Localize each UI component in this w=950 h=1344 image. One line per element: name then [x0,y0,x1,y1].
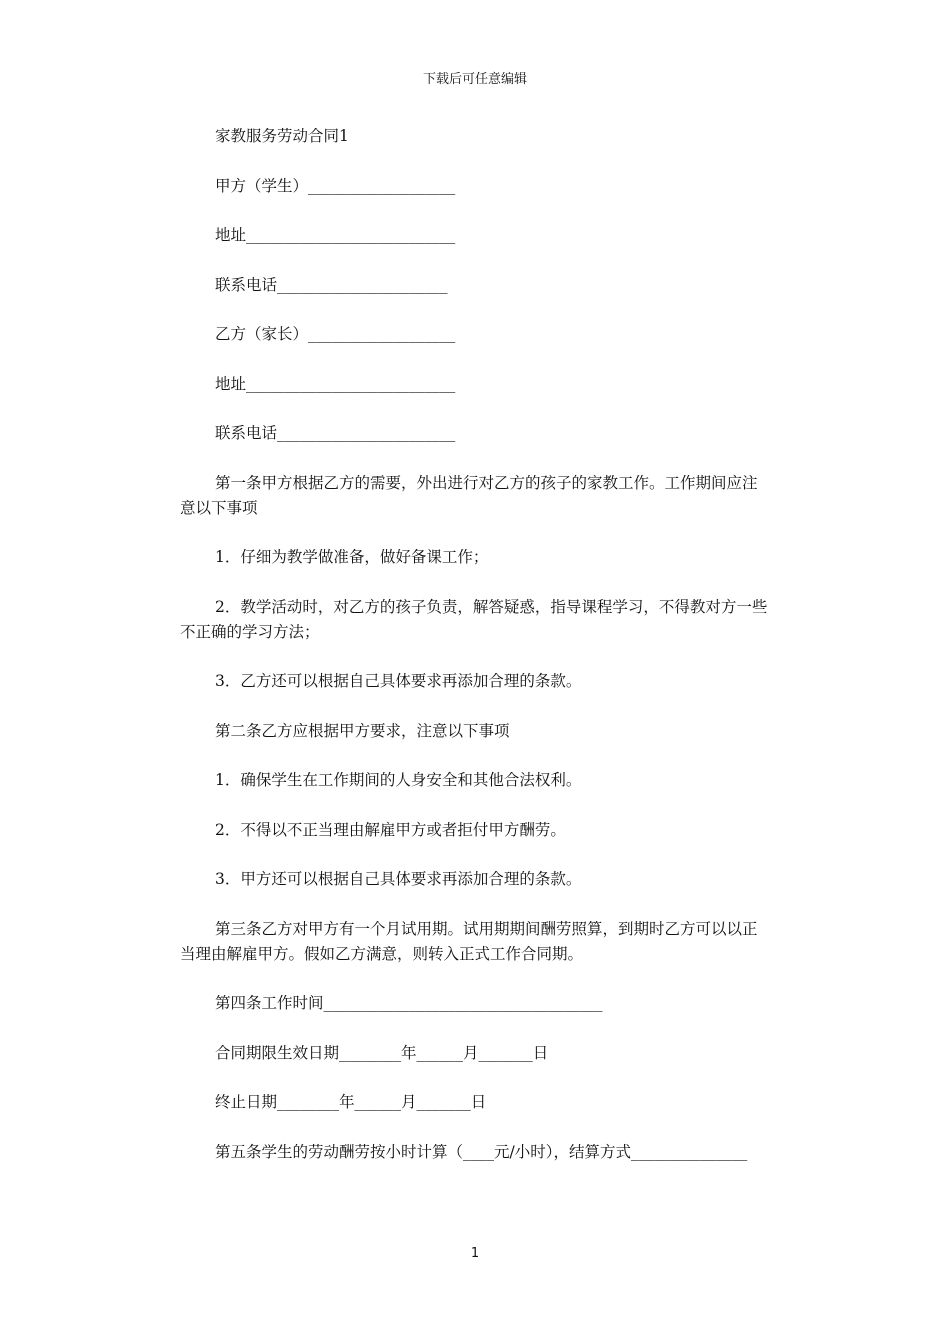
contract-end-date: 终止日期________年______月_______日 [215,1093,487,1111]
article-3: 第三条乙方对甲方有一个月试用期。试用期期间酬劳照算，到期时乙方可以以正当理由解雇甲方。假如乙方满意，则转入正式工作合同期。 [180,919,758,963]
contract-body [180,124,772,1189]
page-number: 1 [470,1246,480,1261]
party-a-address-field: 地址___________________________ [215,226,456,244]
party-a-field: 甲方（学生）___________________ [215,176,456,195]
contract-title: 家教服务劳动合同1 [215,127,349,145]
party-b-field: 乙方（家长）___________________ [215,325,456,343]
article-1-item-2: 2．教学活动时，对乙方的孩子负责，解答疑惑，指导课程学习，不得教对方一些不正确的学习方法； [180,597,768,641]
article-1-item-3: 3．乙方还可以根据自己具体要求再添加合理的条款。 [215,672,582,690]
page-header: 下载后可任意编辑 [422,72,527,87]
article-2-item-2: 2．不得以不正当理由解雇甲方或者拒付甲方酬劳。 [215,820,566,839]
party-b-address-field: 地址___________________________ [215,374,456,393]
article-4-work-time: 第四条工作时间____________________________________ [215,994,603,1012]
article-5-payment: 第五条学生的劳动酬劳按小时计算（____元/小时），结算方式_______________ [215,1142,748,1161]
contract-start-date: 合同期限生效日期________年______月_______日 [215,1043,549,1062]
article-1: 第一条甲方根据乙方的需要，外出进行对乙方的孩子的家教工作。工作期间应注意以下事项 [180,473,758,517]
article-2: 第二条乙方应根据甲方要求，注意以下事项 [215,721,510,740]
article-2-item-3: 3．甲方还可以根据自己具体要求再添加合理的条款。 [215,870,582,888]
article-1-item-1: 1．仔细为教学做准备，做好备课工作； [215,548,489,566]
party-a-phone-field: 联系电话______________________ [215,275,448,294]
party-b-phone-field: 联系电话_______________________ [215,424,456,442]
article-2-item-1: 1．确保学生在工作期间的人身安全和其他合法权利。 [215,771,582,789]
